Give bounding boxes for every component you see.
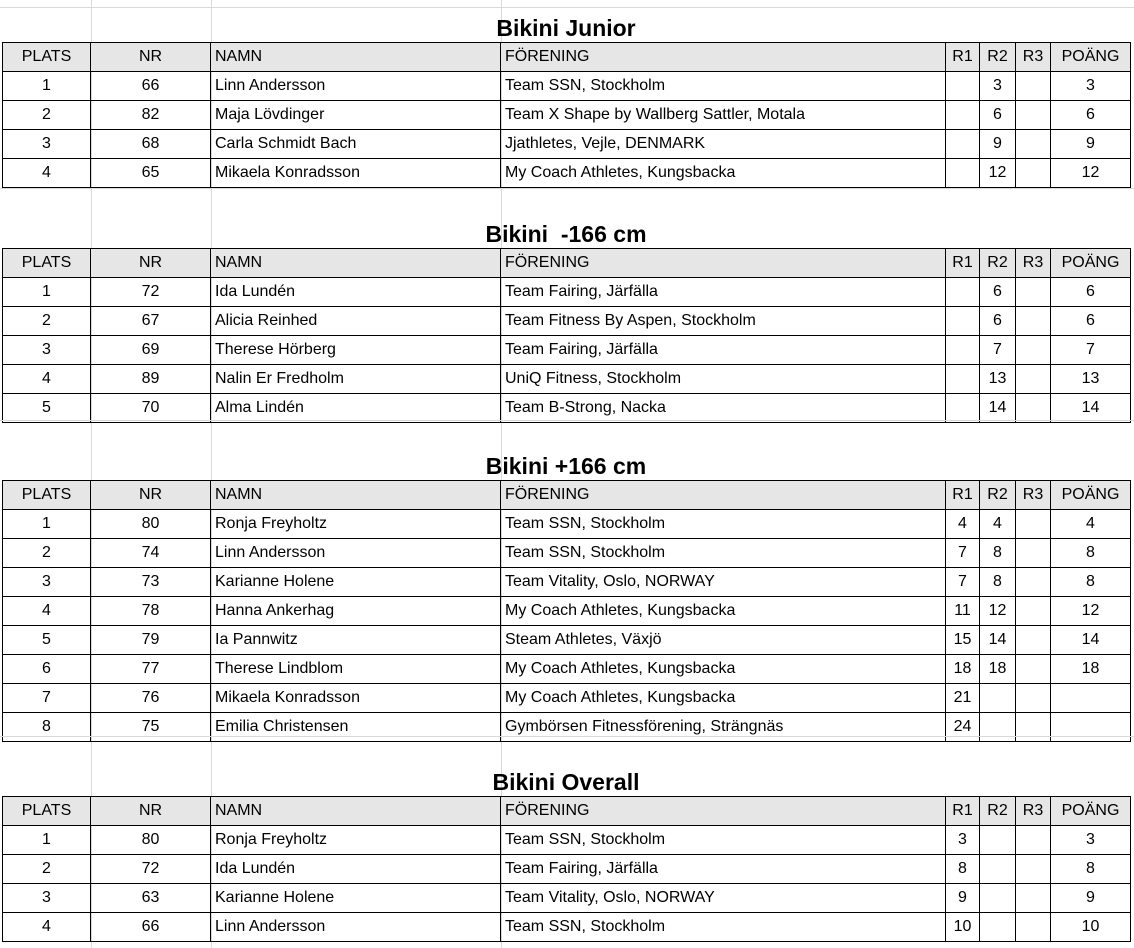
cell-nr: 73 bbox=[91, 568, 211, 597]
cell-namn: Linn Andersson bbox=[211, 539, 501, 568]
cell-r1: 9 bbox=[946, 884, 980, 913]
header-row bbox=[3, 43, 1131, 72]
cell-r2 bbox=[980, 826, 1016, 855]
cell-r2 bbox=[980, 913, 1016, 942]
cell-nr: 72 bbox=[91, 278, 211, 307]
col-r1: R1 bbox=[946, 481, 980, 510]
cell-forening: UniQ Fitness, Stockholm bbox=[501, 365, 946, 394]
cell-r2 bbox=[980, 855, 1016, 884]
cell-plats: 4 bbox=[3, 597, 91, 626]
col-r1: R1 bbox=[946, 797, 980, 826]
section-bikini-plus-166 bbox=[2, 446, 1130, 742]
results-table bbox=[2, 796, 1131, 942]
cell-poang: 6 bbox=[1051, 307, 1131, 336]
cell-nr: 69 bbox=[91, 336, 211, 365]
cell-plats: 3 bbox=[3, 884, 91, 913]
cell-plats: 3 bbox=[3, 130, 91, 159]
cell-plats: 2 bbox=[3, 539, 91, 568]
table-row bbox=[3, 307, 1131, 336]
cell-plats: 2 bbox=[3, 855, 91, 884]
col-plats: PLATS bbox=[3, 43, 91, 72]
cell-namn: Hanna Ankerhag bbox=[211, 597, 501, 626]
cell-poang: 12 bbox=[1051, 597, 1131, 626]
cell-poang: 8 bbox=[1051, 539, 1131, 568]
table-row bbox=[3, 826, 1131, 855]
cell-poang bbox=[1051, 684, 1131, 713]
cell-plats: 4 bbox=[3, 159, 91, 188]
table-row bbox=[3, 655, 1131, 684]
cell-r1: 11 bbox=[946, 597, 980, 626]
col-plats: PLATS bbox=[3, 481, 91, 510]
empty-row bbox=[0, 188, 1134, 214]
cell-nr: 76 bbox=[91, 684, 211, 713]
cell-r3 bbox=[1016, 913, 1051, 942]
cell-nr: 67 bbox=[91, 307, 211, 336]
results-table bbox=[2, 480, 1131, 742]
col-nr: NR bbox=[91, 481, 211, 510]
cell-forening: Team SSN, Stockholm bbox=[501, 826, 946, 855]
cell-namn: Alicia Reinhed bbox=[211, 307, 501, 336]
section-bikini-overall bbox=[2, 762, 1130, 942]
cell-forening: Steam Athletes, Växjö bbox=[501, 626, 946, 655]
results-table bbox=[2, 248, 1131, 423]
cell-nr: 65 bbox=[91, 159, 211, 188]
cell-forening: My Coach Athletes, Kungsbacka bbox=[501, 684, 946, 713]
table-row bbox=[3, 884, 1131, 913]
cell-r1 bbox=[946, 307, 980, 336]
cell-r2: 7 bbox=[980, 336, 1016, 365]
cell-plats: 1 bbox=[3, 510, 91, 539]
cell-r3 bbox=[1016, 72, 1051, 101]
cell-nr: 70 bbox=[91, 394, 211, 423]
cell-poang: 8 bbox=[1051, 568, 1131, 597]
cell-plats: 6 bbox=[3, 655, 91, 684]
col-nr: NR bbox=[91, 249, 211, 278]
section-title: Bikini -166 cm bbox=[485, 221, 647, 247]
cell-r1: 18 bbox=[946, 655, 980, 684]
table-row bbox=[3, 101, 1131, 130]
cell-r2: 6 bbox=[980, 278, 1016, 307]
cell-r2: 9 bbox=[980, 130, 1016, 159]
col-poang: POÄNG bbox=[1051, 249, 1131, 278]
cell-r3 bbox=[1016, 394, 1051, 423]
cell-nr: 68 bbox=[91, 130, 211, 159]
col-poang: POÄNG bbox=[1051, 797, 1131, 826]
cell-poang: 10 bbox=[1051, 913, 1131, 942]
cell-forening: Team SSN, Stockholm bbox=[501, 72, 946, 101]
header-row bbox=[3, 249, 1131, 278]
col-r1: R1 bbox=[946, 249, 980, 278]
table-row bbox=[3, 130, 1131, 159]
cell-plats: 2 bbox=[3, 307, 91, 336]
col-forening: FÖRENING bbox=[501, 481, 946, 510]
section-bikini-junior bbox=[2, 8, 1130, 188]
col-r3: R3 bbox=[1016, 43, 1051, 72]
cell-forening: Team Fairing, Järfälla bbox=[501, 278, 946, 307]
table-row bbox=[3, 597, 1131, 626]
cell-r3 bbox=[1016, 365, 1051, 394]
col-forening: FÖRENING bbox=[501, 43, 946, 72]
table-row bbox=[3, 365, 1131, 394]
cell-poang: 8 bbox=[1051, 855, 1131, 884]
col-namn: NAMN bbox=[211, 481, 501, 510]
cell-r2: 6 bbox=[980, 307, 1016, 336]
cell-nr: 77 bbox=[91, 655, 211, 684]
cell-r1 bbox=[946, 336, 980, 365]
cell-forening: Team Fitness By Aspen, Stockholm bbox=[501, 307, 946, 336]
cell-nr: 66 bbox=[91, 913, 211, 942]
cell-nr: 72 bbox=[91, 855, 211, 884]
table-row bbox=[3, 568, 1131, 597]
cell-r2: 14 bbox=[980, 394, 1016, 423]
cell-r1 bbox=[946, 394, 980, 423]
cell-namn: Mikaela Konradsson bbox=[211, 684, 501, 713]
cell-r1 bbox=[946, 130, 980, 159]
table-row bbox=[3, 159, 1131, 188]
table-row bbox=[3, 72, 1131, 101]
cell-plats: 1 bbox=[3, 278, 91, 307]
cell-plats: 1 bbox=[3, 72, 91, 101]
cell-forening: Team SSN, Stockholm bbox=[501, 913, 946, 942]
cell-r3 bbox=[1016, 626, 1051, 655]
cell-r1: 21 bbox=[946, 684, 980, 713]
col-r2: R2 bbox=[980, 481, 1016, 510]
cell-r3 bbox=[1016, 655, 1051, 684]
col-forening: FÖRENING bbox=[501, 797, 946, 826]
cell-plats: 2 bbox=[3, 101, 91, 130]
cell-plats: 3 bbox=[3, 336, 91, 365]
cell-namn: Emilia Christensen bbox=[211, 713, 501, 742]
cell-r1 bbox=[946, 365, 980, 394]
cell-r2: 13 bbox=[980, 365, 1016, 394]
cell-r3 bbox=[1016, 278, 1051, 307]
cell-forening: My Coach Athletes, Kungsbacka bbox=[501, 159, 946, 188]
col-r3: R3 bbox=[1016, 797, 1051, 826]
cell-namn: Therese Hörberg bbox=[211, 336, 501, 365]
cell-plats: 7 bbox=[3, 684, 91, 713]
cell-forening: Team SSN, Stockholm bbox=[501, 539, 946, 568]
cell-r1: 15 bbox=[946, 626, 980, 655]
table-row bbox=[3, 336, 1131, 365]
cell-plats: 4 bbox=[3, 913, 91, 942]
cell-r1 bbox=[946, 159, 980, 188]
col-namn: NAMN bbox=[211, 43, 501, 72]
col-plats: PLATS bbox=[3, 249, 91, 278]
cell-forening: My Coach Athletes, Kungsbacka bbox=[501, 597, 946, 626]
cell-poang: 18 bbox=[1051, 655, 1131, 684]
cell-r3 bbox=[1016, 826, 1051, 855]
cell-r3 bbox=[1016, 336, 1051, 365]
cell-poang: 6 bbox=[1051, 278, 1131, 307]
cell-r1 bbox=[946, 278, 980, 307]
section-title: Bikini Overall bbox=[492, 769, 640, 795]
cell-r3 bbox=[1016, 159, 1051, 188]
cell-nr: 63 bbox=[91, 884, 211, 913]
cell-r1 bbox=[946, 72, 980, 101]
cell-r1: 7 bbox=[946, 539, 980, 568]
cell-plats: 4 bbox=[3, 365, 91, 394]
table-row bbox=[3, 684, 1131, 713]
table-row bbox=[3, 278, 1131, 307]
cell-forening: Team Fairing, Järfälla bbox=[501, 855, 946, 884]
cell-namn: Carla Schmidt Bach bbox=[211, 130, 501, 159]
col-r2: R2 bbox=[980, 249, 1016, 278]
col-r3: R3 bbox=[1016, 249, 1051, 278]
table-row bbox=[3, 855, 1131, 884]
cell-forening: Team Vitality, Oslo, NORWAY bbox=[501, 884, 946, 913]
cell-poang: 4 bbox=[1051, 510, 1131, 539]
cell-forening: Gymbörsen Fitnessförening, Strängnäs bbox=[501, 713, 946, 742]
cell-r2: 4 bbox=[980, 510, 1016, 539]
cell-nr: 66 bbox=[91, 72, 211, 101]
cell-poang: 14 bbox=[1051, 394, 1131, 423]
cell-r3 bbox=[1016, 539, 1051, 568]
cell-nr: 78 bbox=[91, 597, 211, 626]
empty-row bbox=[0, 0, 1134, 8]
col-namn: NAMN bbox=[211, 249, 501, 278]
cell-r3 bbox=[1016, 855, 1051, 884]
cell-nr: 80 bbox=[91, 510, 211, 539]
cell-r2: 3 bbox=[980, 72, 1016, 101]
col-plats: PLATS bbox=[3, 797, 91, 826]
cell-nr: 74 bbox=[91, 539, 211, 568]
col-nr: NR bbox=[91, 43, 211, 72]
cell-forening: Team X Shape by Wallberg Sattler, Motala bbox=[501, 101, 946, 130]
cell-namn: Ida Lundén bbox=[211, 855, 501, 884]
section-title: Bikini Junior bbox=[496, 15, 636, 41]
col-nr: NR bbox=[91, 797, 211, 826]
cell-poang: 3 bbox=[1051, 826, 1131, 855]
cell-namn: Karianne Holene bbox=[211, 884, 501, 913]
cell-r3 bbox=[1016, 597, 1051, 626]
cell-nr: 82 bbox=[91, 101, 211, 130]
cell-r1: 4 bbox=[946, 510, 980, 539]
section-bikini-166 bbox=[2, 214, 1130, 423]
cell-namn: Therese Lindblom bbox=[211, 655, 501, 684]
table-row bbox=[3, 539, 1131, 568]
cell-r3 bbox=[1016, 884, 1051, 913]
cell-r2: 18 bbox=[980, 655, 1016, 684]
cell-r3 bbox=[1016, 101, 1051, 130]
cell-r2: 8 bbox=[980, 539, 1016, 568]
cell-poang: 13 bbox=[1051, 365, 1131, 394]
cell-poang: 6 bbox=[1051, 101, 1131, 130]
col-namn: NAMN bbox=[211, 797, 501, 826]
col-r2: R2 bbox=[980, 43, 1016, 72]
table-row bbox=[3, 626, 1131, 655]
cell-plats: 3 bbox=[3, 568, 91, 597]
cell-nr: 89 bbox=[91, 365, 211, 394]
results-table bbox=[2, 42, 1131, 188]
cell-r3 bbox=[1016, 307, 1051, 336]
cell-nr: 80 bbox=[91, 826, 211, 855]
cell-r2 bbox=[980, 684, 1016, 713]
cell-forening: Team SSN, Stockholm bbox=[501, 510, 946, 539]
cell-namn: Linn Andersson bbox=[211, 72, 501, 101]
header-row bbox=[3, 797, 1131, 826]
header-row bbox=[3, 481, 1131, 510]
cell-namn: Nalin Er Fredholm bbox=[211, 365, 501, 394]
cell-plats: 5 bbox=[3, 626, 91, 655]
col-r2: R2 bbox=[980, 797, 1016, 826]
cell-r3 bbox=[1016, 130, 1051, 159]
col-poang: POÄNG bbox=[1051, 481, 1131, 510]
cell-namn: Karianne Holene bbox=[211, 568, 501, 597]
empty-row bbox=[0, 736, 1134, 762]
col-r1: R1 bbox=[946, 43, 980, 72]
cell-poang: 9 bbox=[1051, 130, 1131, 159]
table-row bbox=[3, 913, 1131, 942]
cell-r1: 8 bbox=[946, 855, 980, 884]
cell-r1: 10 bbox=[946, 913, 980, 942]
cell-r1 bbox=[946, 101, 980, 130]
col-r3: R3 bbox=[1016, 481, 1051, 510]
cell-namn: Mikaela Konradsson bbox=[211, 159, 501, 188]
cell-r2: 14 bbox=[980, 626, 1016, 655]
cell-forening: Team Fairing, Järfälla bbox=[501, 336, 946, 365]
cell-plats: 1 bbox=[3, 826, 91, 855]
cell-r1: 24 bbox=[946, 713, 980, 742]
cell-r2: 12 bbox=[980, 159, 1016, 188]
cell-poang: 12 bbox=[1051, 159, 1131, 188]
cell-r3 bbox=[1016, 510, 1051, 539]
empty-row bbox=[0, 420, 1134, 446]
cell-namn: Ronja Freyholtz bbox=[211, 826, 501, 855]
cell-forening: Jjathletes, Vejle, DENMARK bbox=[501, 130, 946, 159]
cell-plats: 8 bbox=[3, 713, 91, 742]
cell-namn: Alma Lindén bbox=[211, 394, 501, 423]
section-title: Bikini +166 cm bbox=[485, 453, 647, 479]
cell-r2: 8 bbox=[980, 568, 1016, 597]
cell-poang: 3 bbox=[1051, 72, 1131, 101]
cell-r3 bbox=[1016, 684, 1051, 713]
table-row bbox=[3, 510, 1131, 539]
cell-forening: Team Vitality, Oslo, NORWAY bbox=[501, 568, 946, 597]
cell-nr: 75 bbox=[91, 713, 211, 742]
cell-forening: My Coach Athletes, Kungsbacka bbox=[501, 655, 946, 684]
cell-namn: Ronja Freyholtz bbox=[211, 510, 501, 539]
cell-namn: Linn Andersson bbox=[211, 913, 501, 942]
cell-r2: 12 bbox=[980, 597, 1016, 626]
cell-namn: Maja Lövdinger bbox=[211, 101, 501, 130]
cell-namn: Ida Lundén bbox=[211, 278, 501, 307]
cell-namn: Ia Pannwitz bbox=[211, 626, 501, 655]
cell-r2 bbox=[980, 884, 1016, 913]
cell-poang: 9 bbox=[1051, 884, 1131, 913]
cell-plats: 5 bbox=[3, 394, 91, 423]
cell-r1: 3 bbox=[946, 826, 980, 855]
col-forening: FÖRENING bbox=[501, 249, 946, 278]
cell-poang: 14 bbox=[1051, 626, 1131, 655]
cell-r2: 6 bbox=[980, 101, 1016, 130]
cell-nr: 79 bbox=[91, 626, 211, 655]
col-poang: POÄNG bbox=[1051, 43, 1131, 72]
cell-r3 bbox=[1016, 568, 1051, 597]
cell-r1: 7 bbox=[946, 568, 980, 597]
cell-poang: 7 bbox=[1051, 336, 1131, 365]
table-row bbox=[3, 394, 1131, 423]
cell-forening: Team B-Strong, Nacka bbox=[501, 394, 946, 423]
